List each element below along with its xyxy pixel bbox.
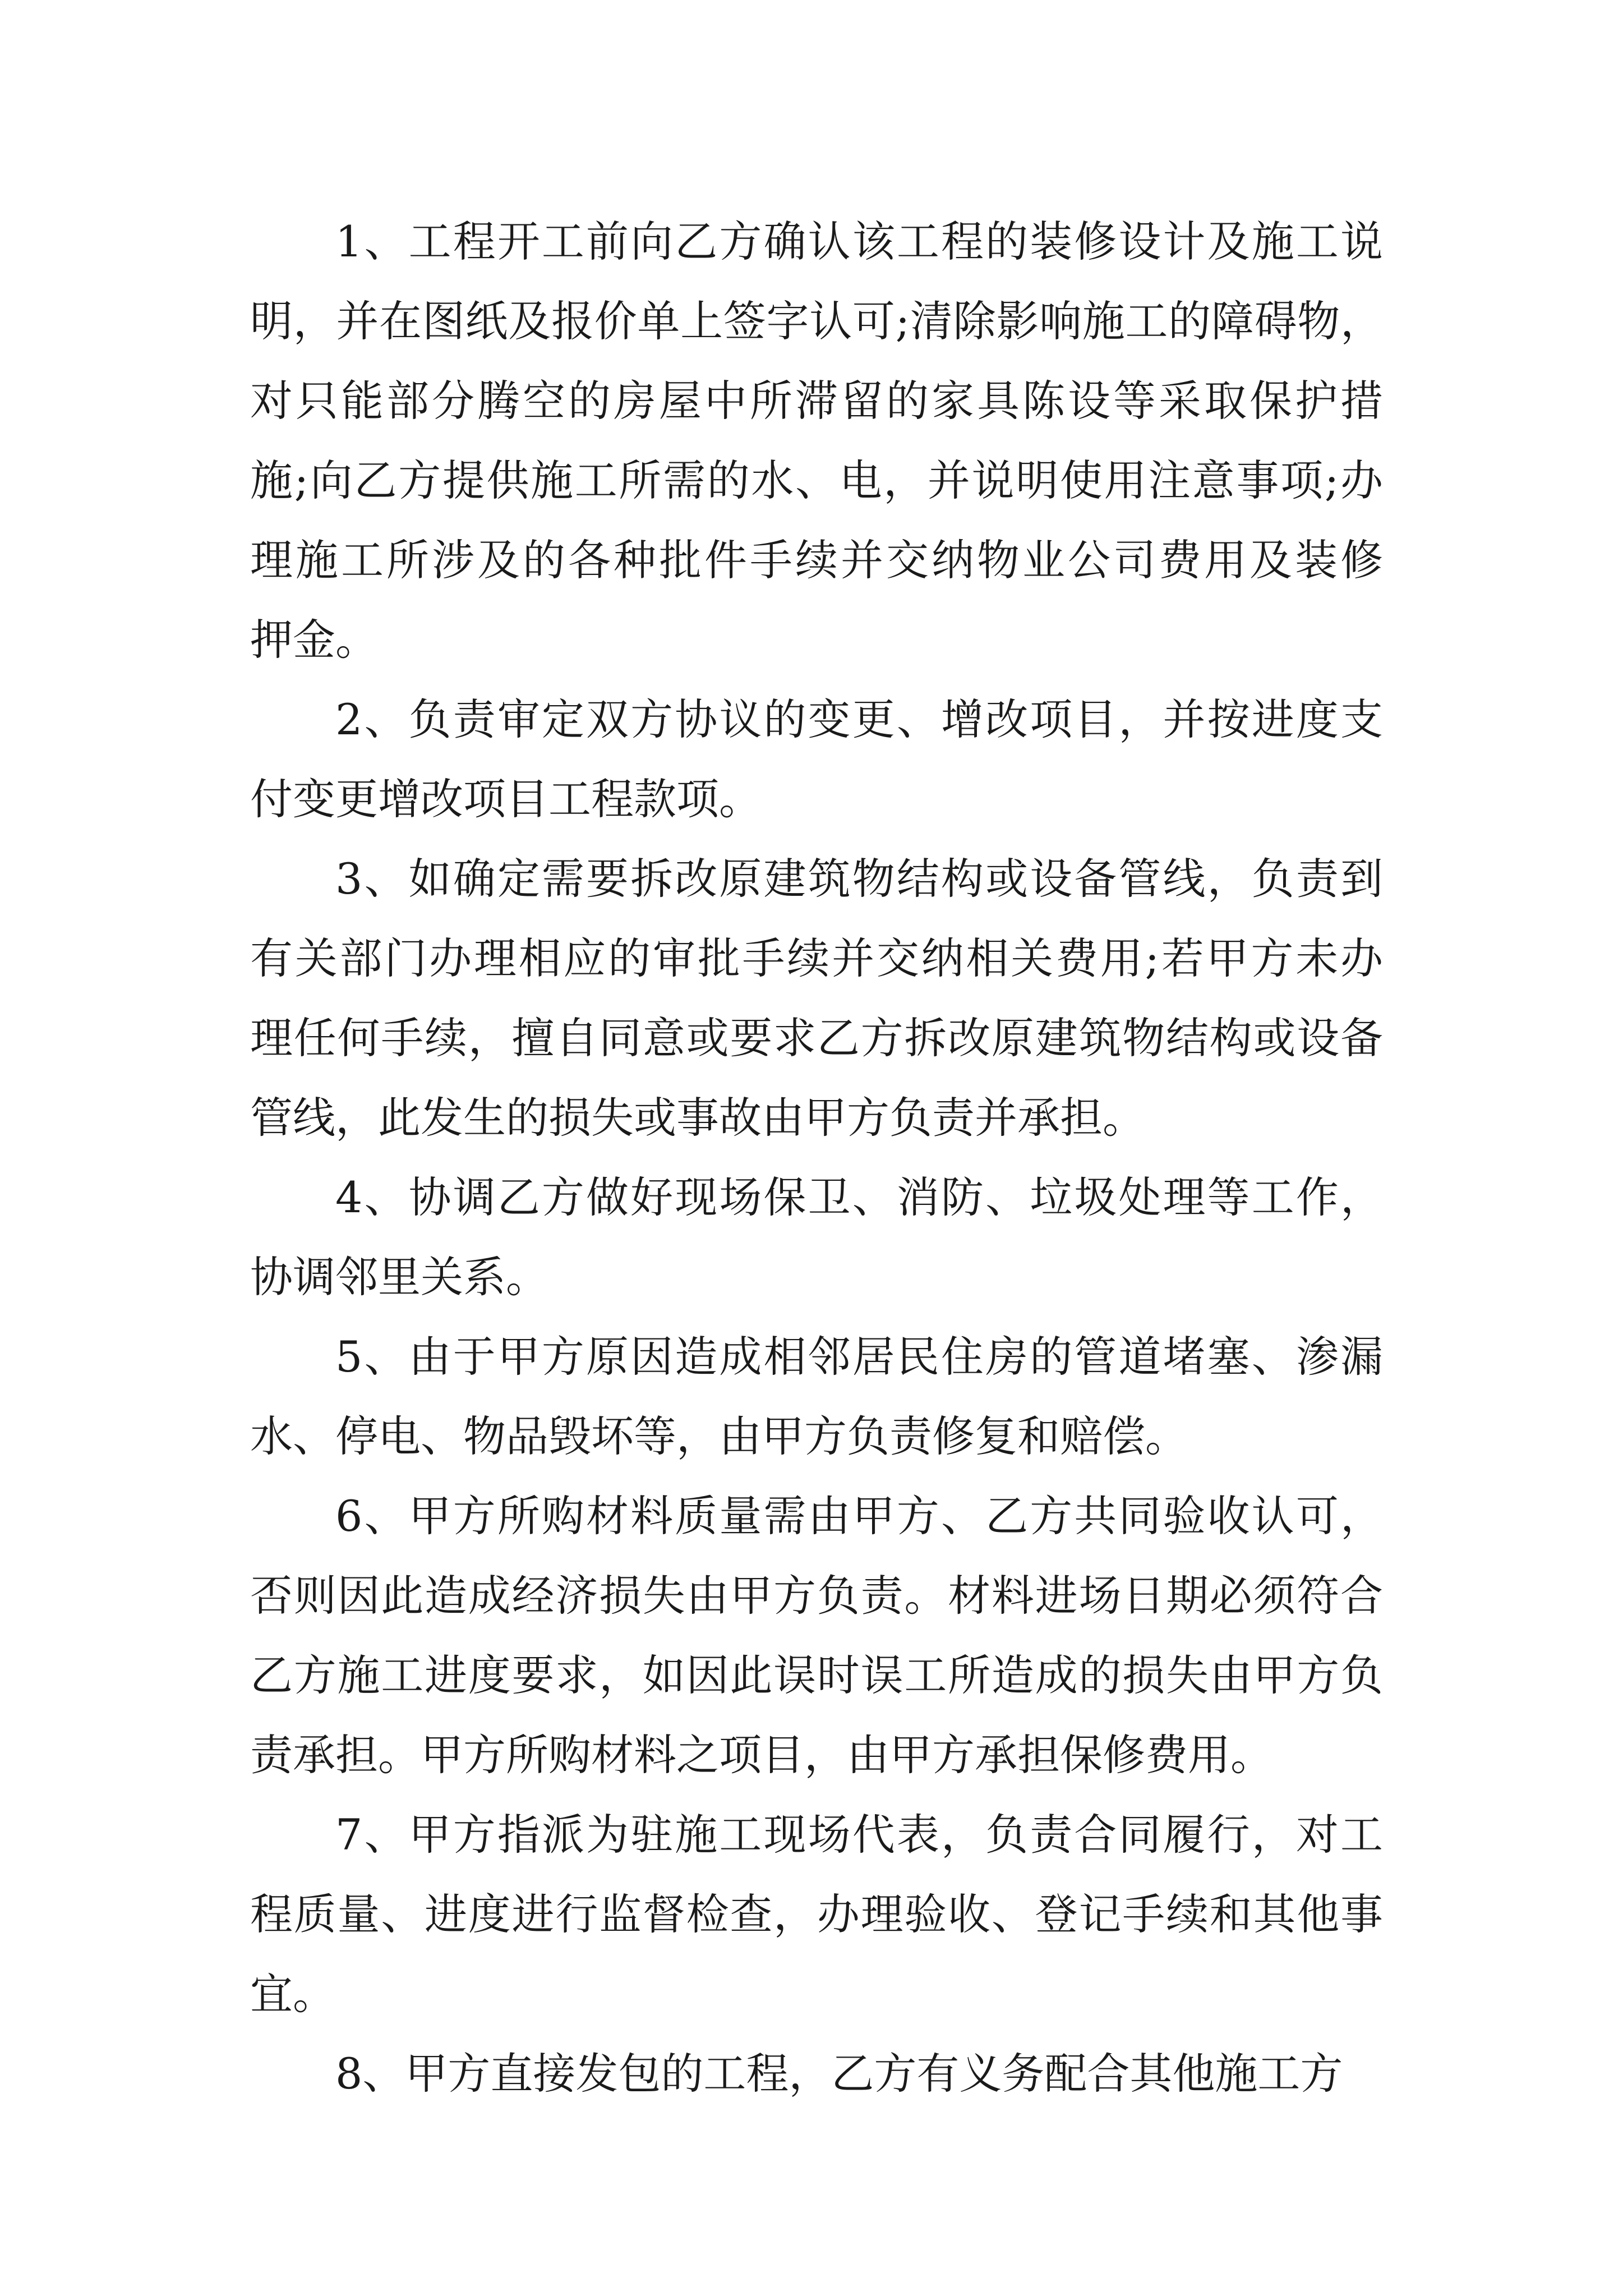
paragraph-6	[250, 1476, 1383, 1795]
text-line: 有关部门办理相应的审批手续并交纳相关费用;若甲方未办	[250, 933, 1383, 983]
text-line: 理任何手续，擅自同意或要求乙方拆改原建筑物结构或设备	[250, 1013, 1383, 1063]
text-line: 6、甲方所购材料质量需由甲方、乙方共同验收认可，	[335, 1491, 1383, 1541]
paragraph-3	[250, 839, 1383, 1158]
text-line: 明，并在图纸及报价单上签字认可;清除影响施工的障碍物，	[250, 296, 1383, 346]
paragraph-5	[250, 1317, 1383, 1476]
text-line: 管线，此发生的损失或事故由甲方负责并承担。	[250, 1093, 1145, 1143]
text-line: 宜。	[250, 1969, 335, 2019]
text-line: 乙方施工进度要求，如因此误时误工所造成的损失由甲方负	[250, 1650, 1383, 1700]
text-line: 对只能部分腾空的房屋中所滞留的家具陈设等采取保护措	[250, 376, 1383, 426]
paragraph-8	[250, 2034, 1383, 2114]
document-body	[250, 202, 1383, 2114]
text-line: 5、由于甲方原因造成相邻居民住房的管道堵塞、渗漏	[335, 1332, 1383, 1382]
text-line: 责承担。甲方所购材料之项目，由甲方承担保修费用。	[250, 1730, 1273, 1780]
text-line: 7、甲方指派为驻施工现场代表，负责合同履行，对工	[335, 1810, 1383, 1860]
text-line: 2、负责审定双方协议的变更、增改项目，并按进度支	[335, 694, 1383, 744]
text-line: 3、如确定需要拆改原建筑物结构或设备管线，负责到	[335, 854, 1383, 904]
paragraph-7	[250, 1795, 1383, 2034]
text-line: 否则因此造成经济损失由甲方负责。材料进场日期必须符合	[250, 1571, 1383, 1621]
text-line: 协调邻里关系。	[250, 1252, 548, 1302]
text-line: 押金。	[250, 615, 378, 665]
paragraph-4	[250, 1158, 1383, 1317]
text-line: 施;向乙方提供施工所需的水、电，并说明使用注意事项;办	[250, 455, 1383, 505]
text-line: 8、甲方直接发包的工程，乙方有义务配合其他施工方	[335, 2049, 1343, 2099]
text-line: 理施工所涉及的各种批件手续并交纳物业公司费用及装修	[250, 535, 1383, 585]
text-line: 水、停电、物品毁坏等，由甲方负责修复和赔偿。	[250, 1411, 1188, 1461]
text-line: 4、协调乙方做好现场保卫、消防、垃圾处理等工作，	[335, 1172, 1383, 1222]
text-line: 程质量、进度进行监督检查，办理验收、登记手续和其他事	[250, 1889, 1383, 1939]
text-line: 付变更增改项目工程款项。	[250, 774, 762, 824]
text-line: 1、工程开工前向乙方确认该工程的装修设计及施工说	[335, 217, 1383, 266]
paragraph-1	[250, 202, 1383, 680]
paragraph-2	[250, 680, 1383, 839]
